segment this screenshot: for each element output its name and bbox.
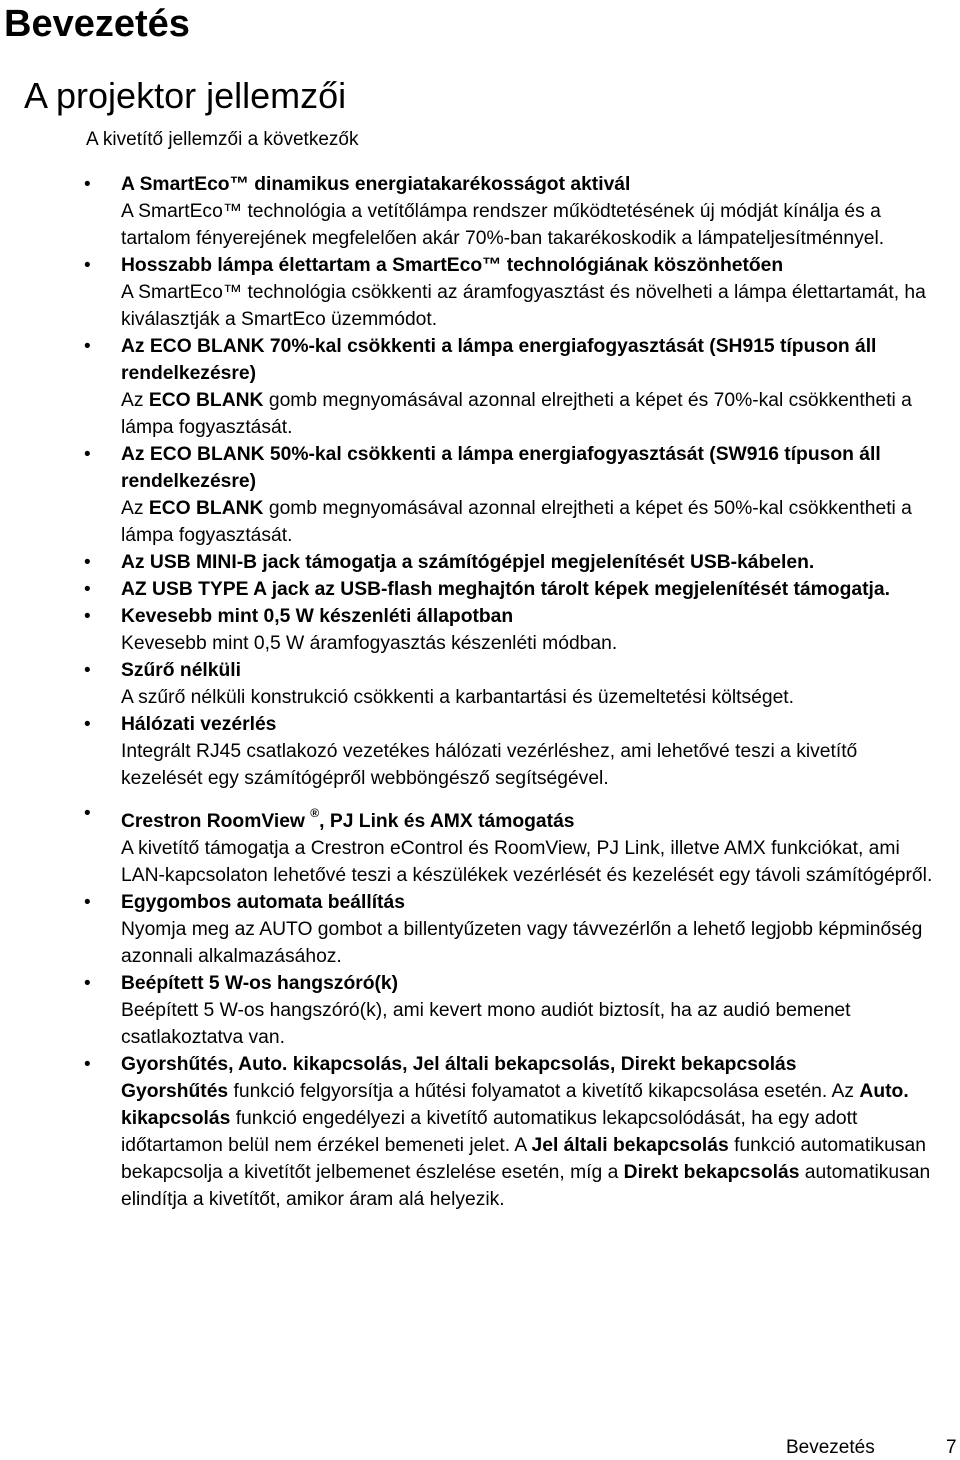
feature-item	[84, 441, 941, 549]
desc-text: funkció felgyorsítja a hűtési folyamatot a kivetítő kikapcsolása esetén. Az	[228, 1081, 860, 1102]
feature-item	[84, 711, 941, 792]
feature-item	[84, 576, 941, 603]
bullet-icon: •	[84, 552, 91, 573]
desc-bold-text: Auto.	[859, 1081, 909, 1102]
feature-item	[84, 800, 941, 889]
feature-item	[84, 1051, 941, 1213]
feature-description: Beépített 5 W-os hangszóró(k), ami kevert mono audiót biztosít, ha az audió bemenet csatlakoztatva van.	[121, 1000, 851, 1048]
bullet-icon: •	[84, 660, 91, 681]
feature-description	[121, 387, 941, 441]
feature-heading: AZ USB TYPE A jack az USB-flash meghajtón tárolt képek megjelenítését támogatja.	[121, 579, 890, 600]
feature-heading: Hosszabb lámpa élettartam a SmartEco™ technológiának köszönhetően	[121, 255, 784, 276]
desc-text: funkció automatikusan bekapcsolja a kivetítőt jelbemenet észlelése esetén, míg a	[121, 1135, 926, 1183]
feature-heading: Szűrő nélküli	[121, 660, 241, 681]
feature-heading: Gyorshűtés, Auto. kikapcsolás, Jel általi bekapcsolás, Direkt bekapcsolás	[121, 1054, 797, 1075]
registered-mark: ®	[310, 806, 320, 820]
bullet-icon: •	[84, 803, 91, 824]
page-footer	[786, 1436, 956, 1460]
feature-description: A SmartEco™ technológia csökkenti az áramfogyasztást és növelheti a lámpa élettartamát, ha kiválasztják a SmartEco üzemmódot.	[121, 282, 926, 330]
feature-item	[84, 657, 941, 711]
feature-heading: Egygombos automata beállítás	[121, 892, 405, 913]
section-title: A projektor jellemzői	[24, 75, 347, 116]
desc-text: funkció engedélyezi a kivetítő automatikus lekapcsolódását, ha egy adott időtartamon belül nem érzékel bemeneti jelet. A	[121, 1108, 858, 1156]
feature-description	[121, 495, 941, 549]
feature-heading: Az USB MINI-B jack támogatja a számítógépjel megjelenítését USB-kábelen.	[121, 552, 815, 573]
bullet-icon: •	[84, 255, 91, 276]
desc-text: Az	[121, 498, 149, 519]
feature-item	[84, 333, 941, 441]
feature-heading: Az ECO BLANK 50%-kal csökkenti a lámpa energiafogyasztását (SW916 típuson áll rendelkezésre)	[121, 444, 881, 492]
bullet-icon: •	[84, 579, 91, 600]
feature-heading: Hálózati vezérlés	[121, 714, 277, 735]
bullet-icon: •	[84, 606, 91, 627]
feature-description: A SmartEco™ technológia a vetítőlámpa rendszer működtetésének új módját kínálja és a tartalom fényerejének megfelelően akár 70%-ban takarékoskodik a lámpateljesítménnyel.	[121, 201, 885, 249]
feature-item	[84, 252, 941, 333]
desc-text: Az	[121, 390, 149, 411]
desc-bold-text: kikapcsolás	[121, 1108, 231, 1129]
page-number: 7	[946, 1437, 957, 1458]
desc-bold-text: Gyorshűtés	[121, 1081, 229, 1102]
desc-bold-text: ECO BLANK	[148, 390, 264, 411]
feature-heading: Az ECO BLANK 70%-kal csökkenti a lámpa energiafogyasztását (SH915 típuson áll rendelkezésre)	[121, 336, 877, 384]
feature-item	[84, 171, 941, 252]
chapter-title: Bevezetés	[4, 3, 190, 45]
footer-label: Bevezetés	[786, 1437, 875, 1458]
bullet-icon: •	[84, 892, 91, 913]
feature-description: Kevesebb mint 0,5 W áramfogyasztás készenléti módban.	[121, 633, 618, 654]
desc-text: gomb megnyomásával azonnal elrejtheti a képet és 50%-kal csökkentheti a lámpa fogyasztását.	[121, 498, 912, 546]
feature-description: A szűrő nélküli konstrukció csökkenti a karbantartási és üzemeltetési költséget.	[121, 687, 795, 708]
feature-description: Integrált RJ45 csatlakozó vezetékes hálózati vezérléshez, ami lehetővé teszi a kivetítő kezelését egy számítógépről webböngésző segítségével.	[121, 741, 858, 789]
feature-heading: Beépített 5 W-os hangszóró(k)	[121, 973, 399, 994]
intro-text: A kivetítő jellemzői a következők	[86, 129, 359, 150]
desc-text: automatikusan elindítja a kivetítőt, amikor áram alá helyezik.	[121, 1162, 931, 1210]
bullet-icon: •	[84, 174, 91, 195]
bullet-icon: •	[84, 444, 91, 465]
desc-bold-text: ECO BLANK	[148, 498, 264, 519]
bullet-icon: •	[84, 973, 91, 994]
feature-heading: A SmartEco™ dinamikus energiatakarékosságot aktivál	[121, 174, 631, 195]
desc-bold-text: Jel általi bekapcsolás	[531, 1135, 729, 1156]
feature-description	[121, 1078, 941, 1213]
feature-list	[84, 171, 941, 1213]
bullet-icon: •	[84, 1054, 91, 1075]
bullet-icon: •	[84, 714, 91, 735]
feature-item	[84, 549, 941, 576]
heading-text: Crestron RoomView	[121, 811, 305, 832]
feature-heading: Kevesebb mint 0,5 W készenléti állapotban	[121, 606, 514, 627]
feature-item	[84, 970, 941, 1051]
desc-text: gomb megnyomásával azonnal elrejtheti a képet és 70%-kal csökkentheti a lámpa fogyasztását.	[121, 390, 912, 438]
feature-item	[84, 603, 941, 657]
feature-heading	[121, 800, 941, 835]
desc-bold-text: Direkt bekapcsolás	[623, 1162, 800, 1183]
feature-item	[84, 889, 941, 970]
feature-description: A kivetítő támogatja a Crestron eControl és RoomView, PJ Link, illetve AMX funkciókat, ami LAN-kapcsolaton lehetővé teszi a készülékek vezérlését és kezelését egy távoli számítógépről.	[121, 838, 933, 886]
bullet-icon: •	[84, 336, 91, 357]
heading-text: , PJ Link és AMX támogatás	[319, 811, 575, 832]
feature-description: Nyomja meg az AUTO gombot a billentyűzeten vagy távvezérlőn a lehető legjobb képminőség azonnali alkalmazásához.	[121, 919, 923, 967]
